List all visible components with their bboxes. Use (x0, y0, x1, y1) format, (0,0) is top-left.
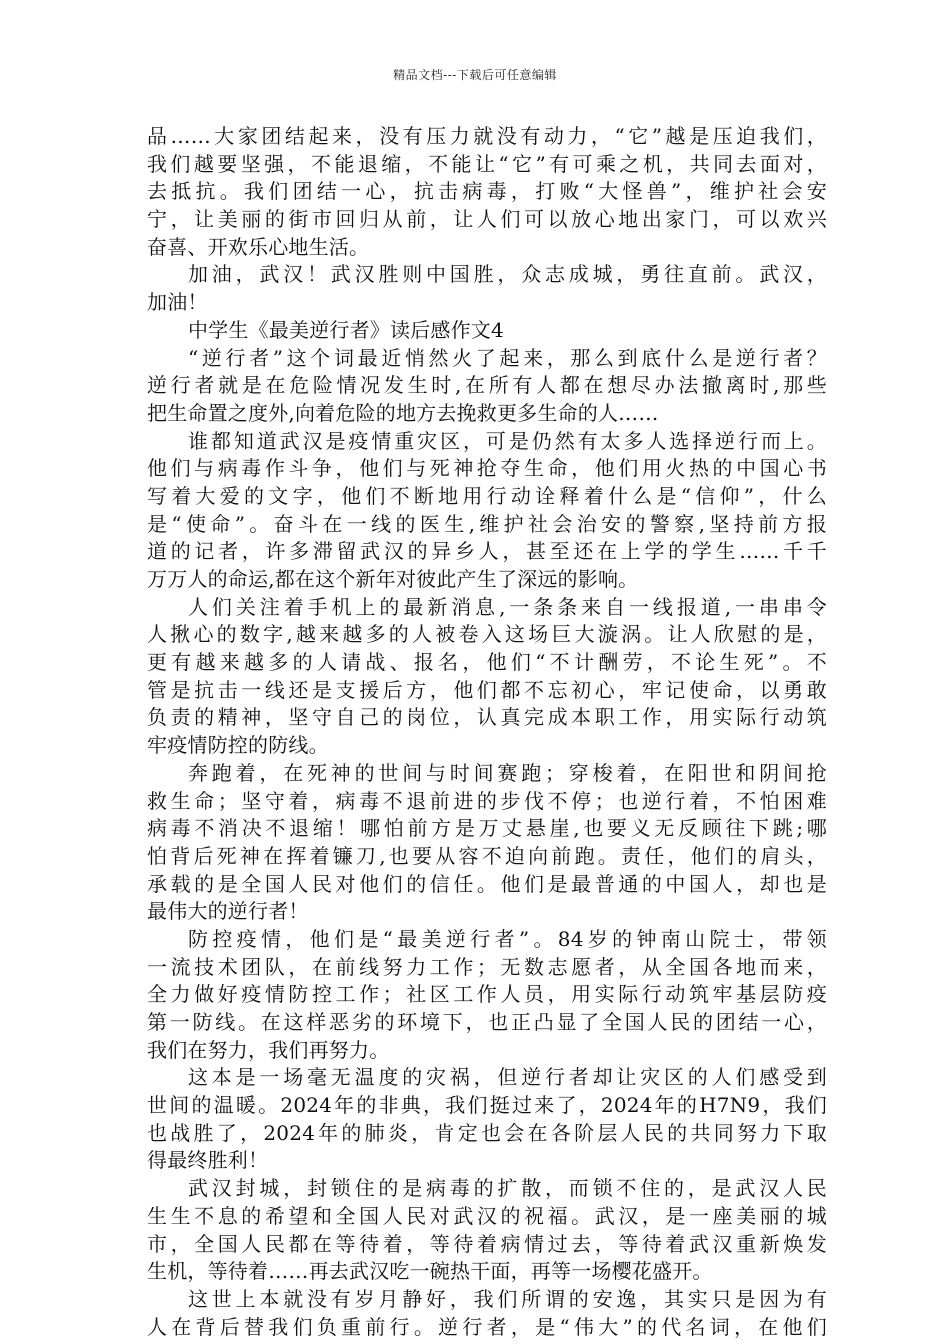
text-line: 中学生《最美逆行者》读后感作文4 (188, 317, 504, 342)
text-line: 宁，让美丽的街市回归从前，让人们可以放心地出家门，可以欢兴 (147, 207, 827, 232)
text-line: 一流技术团队，在前线努力工作；无数志愿者，从全国各地而来， (147, 954, 827, 979)
text-line: 防控疫情，他们是“最美逆行者”。84岁的钟南山院士，带领 (188, 926, 827, 951)
text-line: 承载的是全国人民对他们的信任。他们是最普通的中国人，却也是 (147, 871, 827, 896)
text-line: 我们越要坚强，不能退缩，不能让“它”有可乘之机，共同去面对， (147, 151, 827, 176)
text-line: 这本是一场毫无温度的灾祸，但逆行者却让灾区的人们感受到 (188, 1065, 827, 1090)
text-line: 是“使命”。奋斗在一线的医生,维护社会治安的警察,坚持前方报 (147, 511, 827, 536)
text-line: “逆行者”这个词最近悄然火了起来，那么到底什么是逆行者？ (188, 345, 827, 370)
text-line: 品……大家团结起来，没有压力就没有动力，“它”越是压迫我们， (147, 124, 827, 148)
text-line: 得最终胜利！ (147, 1148, 269, 1173)
text-line: 武汉封城，封锁住的是病毒的扩散，而锁不住的，是武汉人民 (188, 1176, 827, 1201)
text-line: 生机，等待着……再去武汉吃一碗热干面，再等一场樱花盛开。 (147, 1259, 713, 1284)
text-line: 把生命置之度外,向着危险的地方去挽救更多生命的人…… (147, 400, 659, 425)
text-line: 加油，武汉！武汉胜则中国胜，众志成城，勇往直前。武汉， (188, 262, 827, 287)
text-line: 也战胜了，2024年的肺炎，肯定也会在各阶层人民的共同努力下取 (147, 1120, 827, 1145)
text-line: 奋喜、开欢乐心地生活。 (147, 234, 370, 259)
text-line: 最伟大的逆行者！ (147, 899, 309, 924)
text-line: 写着大爱的文字，他们不断地用行动诠释着什么是“信仰”，什么 (147, 483, 827, 508)
text-line: 去抵抗。我们团结一心，抗击病毒，打败“大怪兽”，维护社会安 (147, 179, 827, 204)
text-line: 负责的精神，坚守自己的岗位，认真完成本职工作，用实际行动筑 (147, 705, 827, 730)
text-line: 这世上本就没有岁月静好，我们所谓的安逸，其实只是因为有 (188, 1286, 827, 1311)
document-body (147, 123, 827, 1341)
text-line: 逆行者就是在危险情况发生时,在所有人都在想尽办法撤离时,那些 (147, 373, 827, 398)
text-line: 谁都知道武汉是疫情重灾区，可是仍然有太多人选择逆行而上。 (188, 428, 827, 453)
page-header: 精品文档---下载后可任意编辑 (393, 68, 557, 82)
text-line: 更有越来越多的人请战、报名，他们“不计酬劳，不论生死”。不 (147, 650, 827, 675)
text-line: 奔跑着，在死神的世间与时间赛跑；穿梭着，在阳世和阴间抢 (188, 760, 827, 785)
text-line: 加油！ (147, 290, 208, 315)
text-line: 他们与病毒作斗争，他们与死神抢夺生命，他们用火热的中国心书 (147, 456, 827, 481)
text-line: 人在背后替我们负重前行。逆行者，是“伟大”的代名词，在他们 (147, 1314, 827, 1339)
text-line: 救生命；坚守着，病毒不退前进的步伐不停；也逆行着，不怕困难 (147, 788, 827, 813)
text-line: 世间的温暖。2024年的非典，我们挺过来了，2024年的H7N9，我们 (147, 1093, 827, 1118)
text-line: 万万人的命运,都在这个新年对彼此产生了深远的影响。 (147, 567, 639, 591)
text-line: 怕背后死神在挥着镰刀,也要从容不迫向前跑。责任，他们的肩头， (147, 843, 827, 868)
text-line: 管是抗击一线还是支援后方，他们都不忘初心，牢记使命，以勇敢 (147, 677, 827, 702)
text-line: 第一防线。在这样恶劣的环境下，也正凸显了全国人民的团结一心， (147, 1010, 827, 1034)
text-line: 我们在努力，我们再努力。 (147, 1037, 390, 1062)
text-line: 市，全国人民都在等待着，等待着病情过去，等待着武汉重新焕发 (147, 1231, 827, 1256)
text-line: 生生不息的希望和全国人民对武汉的祝福。武汉，是一座美丽的城 (147, 1203, 827, 1228)
text-line: 人揪心的数字,越来越多的人被卷入这场巨大漩涡。让人欣慰的是， (147, 622, 827, 647)
text-line: 牢疫情防控的防线。 (147, 733, 329, 758)
text-line: 病毒不消决不退缩！哪怕前方是万丈悬崖,也要义无反顾往下跳;哪 (147, 816, 827, 841)
text-line: 全力做好疫情防控工作；社区工作人员，用实际行动筑牢基层防疫 (147, 982, 827, 1007)
text-line: 人们关注着手机上的最新消息,一条条来自一线报道,一串串令 (188, 594, 827, 619)
text-line: 道的记者，许多滞留武汉的异乡人，甚至还在上学的学生……千千 (147, 539, 827, 564)
